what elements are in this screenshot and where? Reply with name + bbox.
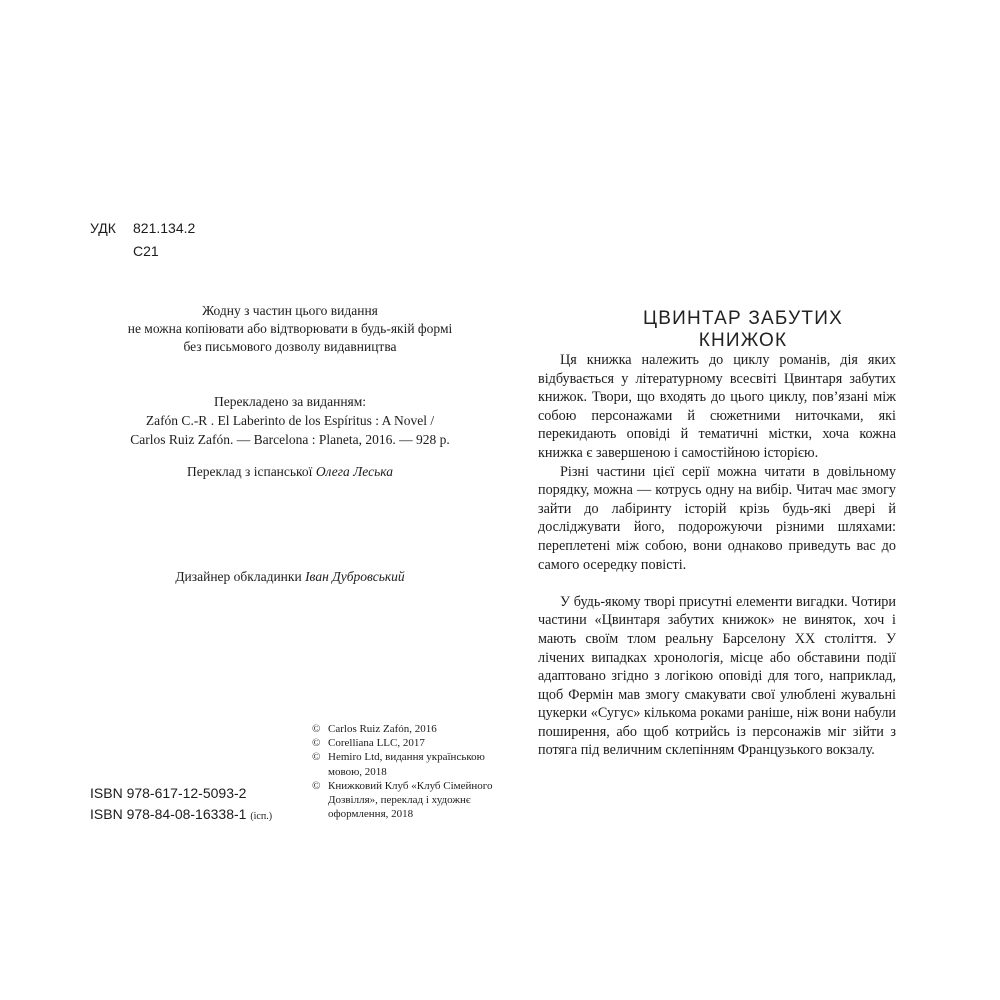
translated-line: Zafón C.-R . El Laberinto de los Espíritus : A Novel /	[145, 413, 435, 428]
copyright-symbol: ©	[312, 723, 321, 735]
copyright-item	[312, 779, 502, 822]
copyright-symbol: ©	[312, 751, 321, 764]
copyright-item	[312, 736, 502, 750]
series-title: ЦВИНТАР ЗАБУТИХ КНИЖОК	[643, 308, 843, 351]
designer-credit	[100, 569, 480, 585]
translator-name: Олега Леська	[315, 464, 393, 479]
right-page	[500, 0, 1000, 1000]
udk-label: УДК	[90, 220, 116, 236]
isbn-spanish	[90, 806, 272, 822]
rights-line: не можна копіювати або відтворювати в будь-якій формі	[127, 321, 453, 336]
designer-name: Іван Дубровський	[305, 569, 405, 584]
translator-credit	[100, 464, 480, 480]
copyright-item	[312, 722, 502, 736]
copyright-symbol: ©	[312, 779, 321, 792]
copyright-text: Corelliana LLC, 2017	[328, 737, 425, 750]
translated-from	[100, 392, 480, 449]
designer-prefix: Дизайнер обкладинки	[175, 569, 302, 584]
body-paragraph: У будь-якому творі присутні елементи вигадки. Чотири частини «Цвинтаря забутих книжок» не виняток, хоч і мають своїм тлом реальну Барселону XX століття. У лічених випадках хронологія, місце або обставини події адаптовано згідно з логікою оповіді для того, наприклад, щоб Фермін мав змогу смакувати свої улюблені жувальні цукерки «Сугус» кількома роками раніше, ніж вони набули поширення, або щоб котрийсь із персонажів міг зійти з потяга під величним склепінням Французького вокзалу.	[538, 593, 896, 759]
rights-notice	[100, 302, 480, 356]
series-description	[538, 351, 896, 760]
body-paragraph: Різні частини цієї серії можна читати в довільному порядку, можна — котрусь одну на вибір. Читач має змогу зайти до лабіринту історій крізь будь-які двері й досліджувати його, подорожуючи різними шляхами: переплетені між собою, вони однаково приведуть вас до самого осередку повісті.	[538, 463, 896, 573]
copyright-text: Carlos Ruiz Zafón, 2016	[328, 723, 437, 735]
copyright-text: Hemiro Ltd, видання українською мовою, 2018	[328, 751, 485, 778]
translator-prefix: Переклад з іспанської	[187, 464, 313, 479]
copyright-text: Книжковий Клуб «Клуб Сімейного Дозвілля», переклад і художнє оформлення, 2018	[328, 779, 493, 821]
body-paragraph: Ця книжка належить до циклу романів, дія яких відбувається у літературному всесвіті Цвинтаря забутих книжок. Твори, що входять до цього циклу, пов’язані між собою персонажами й сюжетними ниточками, які перекидають оповіді й тематичні містки, хоча кожна книжка є завершеною і самостійною історією.	[538, 352, 896, 461]
copyright-symbol: ©	[312, 737, 321, 750]
isbn-spanish-number: ISBN 978-84-08-16338-1	[90, 806, 247, 822]
copyright-block	[312, 722, 502, 821]
copyright-item	[312, 750, 502, 778]
bbk-code: С21	[133, 243, 159, 259]
translated-line: Carlos Ruiz Zafón. — Barcelona : Planeta, 2016. — 928 p.	[130, 432, 450, 447]
translated-line: Перекладено за виданням:	[213, 394, 367, 409]
rights-line: без письмового дозволу видавництва	[183, 339, 397, 354]
udk-code: 821.134.2	[133, 220, 196, 236]
isbn-language-note: (ісп.)	[250, 811, 273, 822]
rights-line: Жодну з частин цього видання	[202, 303, 378, 318]
isbn-ukrainian: ISBN 978-617-12-5093-2	[90, 785, 247, 801]
